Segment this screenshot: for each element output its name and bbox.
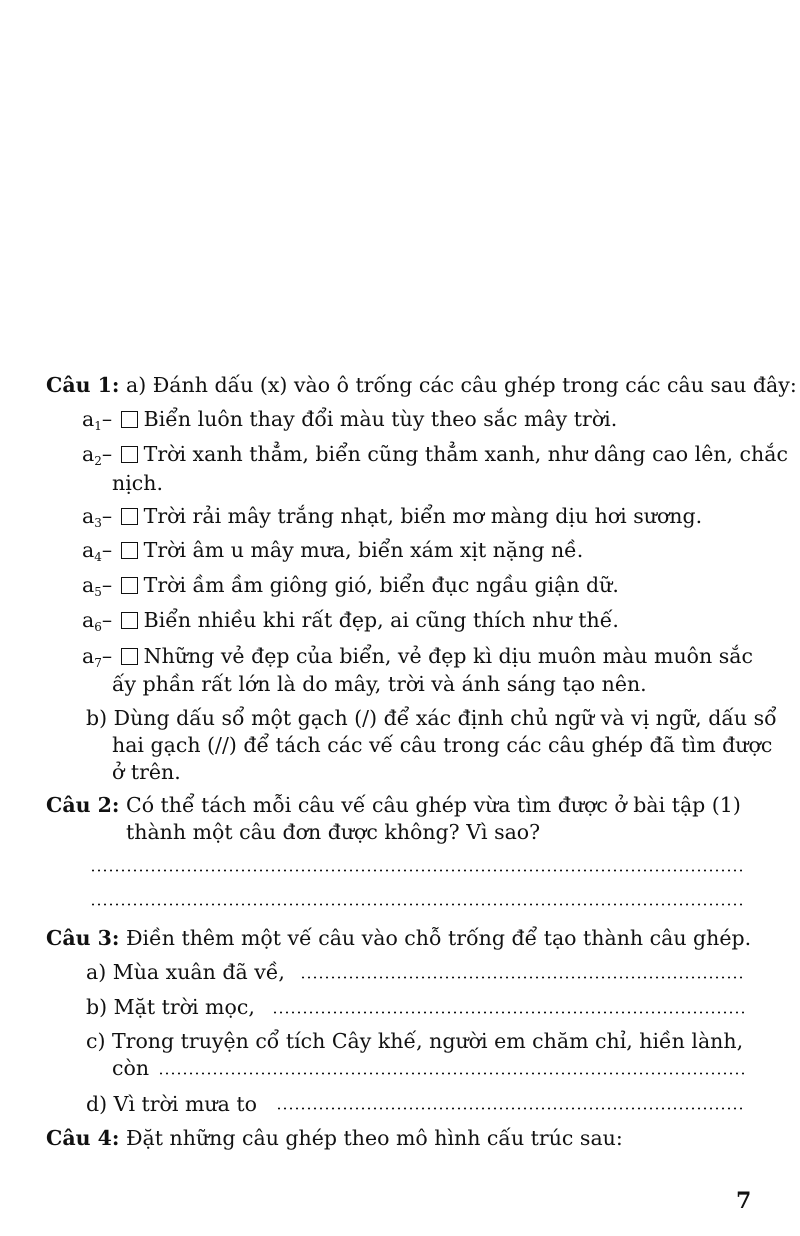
item-sub: 3 — [94, 516, 102, 530]
q1-item-a2-cont: nịch. — [112, 471, 163, 495]
checkbox-a4[interactable] — [121, 542, 138, 559]
item-sub: 2 — [94, 454, 102, 468]
checkbox-a1[interactable] — [121, 411, 138, 428]
q1-item-a4 — [82, 537, 583, 563]
item-sub: 1 — [94, 419, 102, 433]
q1-item-a7-cont: ấy phần rất lớn là do mây, trời và ánh sáng tạo nên. — [112, 672, 647, 696]
q2-label: Câu 2: — [46, 793, 120, 817]
q3-d-answer-line[interactable] — [276, 1107, 746, 1110]
item-prefix: a — [82, 644, 95, 668]
item-text: Trời ầm ầm giông gió, biển đục ngầu giận dữ. — [143, 573, 619, 597]
checkbox-a2[interactable] — [121, 446, 138, 463]
item-text: Trời rải mây trắng nhạt, biển mơ màng dịu hơi sương. — [143, 504, 703, 528]
item-dash: – — [101, 442, 113, 466]
q3-a-answer-line[interactable] — [300, 976, 746, 979]
item-prefix: a — [82, 407, 95, 431]
q4-label: Câu 4: — [46, 1126, 120, 1150]
q2-answer-line-1[interactable] — [90, 869, 746, 872]
q3-c-answer-line[interactable] — [158, 1072, 746, 1075]
q1-b-line2: hai gạch (//) để tách các vế câu trong các câu ghép đã tìm được — [112, 733, 773, 757]
item-sub: 7 — [94, 656, 102, 670]
q3-b: b) Mặt trời mọc, — [86, 995, 255, 1019]
q3-c-line2: còn — [112, 1056, 150, 1080]
q1-b-line1: b) Dùng dấu sổ một gạch (/) để xác định chủ ngữ và vị ngữ, dấu sổ — [86, 706, 777, 730]
q1-item-a2 — [82, 441, 788, 467]
q3-a: a) Mùa xuân đã về, — [86, 960, 285, 984]
q1-heading — [46, 372, 797, 398]
item-prefix: a — [82, 608, 95, 632]
q1-item-a7 — [82, 643, 753, 669]
item-prefix: a — [82, 538, 95, 562]
q3-c-line1: c) Trong truyện cổ tích Cây khế, người em chăm chỉ, hiền lành, — [86, 1029, 744, 1053]
item-sub: 4 — [94, 550, 102, 564]
checkbox-a5[interactable] — [121, 577, 138, 594]
item-dash: – — [101, 573, 113, 597]
q3-intro: Điền thêm một vế câu vào chỗ trống để tạo thành câu ghép. — [126, 926, 752, 950]
item-text: Biển nhiều khi rất đẹp, ai cũng thích như thế. — [143, 608, 619, 632]
q1-label: Câu 1: — [46, 373, 120, 397]
checkbox-a7[interactable] — [121, 648, 138, 665]
item-sub: 6 — [94, 620, 102, 634]
checkbox-a3[interactable] — [121, 508, 138, 525]
item-text: Những vẻ đẹp của biển, vẻ đẹp kì dịu muôn màu muôn sắc — [143, 644, 753, 668]
item-prefix: a — [82, 504, 95, 528]
item-dash: – — [101, 538, 113, 562]
item-text: Trời xanh thẳm, biển cũng thẳm xanh, như dâng cao lên, chắc — [143, 442, 788, 466]
q1-b-line3: ở trên. — [112, 760, 181, 784]
q1-item-a6 — [82, 607, 619, 633]
q1-a-intro: a) Đánh dấu (x) vào ô trống các câu ghép trong các câu sau đây: — [126, 373, 797, 397]
item-sub: 5 — [94, 585, 102, 599]
item-text: Biển luôn thay đổi màu tùy theo sắc mây trời. — [143, 407, 618, 431]
item-text: Trời âm u mây mưa, biển xám xịt nặng nề. — [143, 538, 584, 562]
page-number: 7 — [736, 1188, 752, 1214]
q1-item-a1 — [82, 406, 617, 432]
q1-item-a3 — [82, 503, 702, 529]
q3-b-answer-line[interactable] — [272, 1011, 746, 1014]
checkbox-a6[interactable] — [121, 612, 138, 629]
q3-label: Câu 3: — [46, 926, 120, 950]
q4-text: Đặt những câu ghép theo mô hình cấu trúc sau: — [126, 1126, 623, 1150]
q2-line2: thành một câu đơn được không? Vì sao? — [126, 820, 541, 844]
item-dash: – — [101, 608, 113, 632]
item-prefix: a — [82, 442, 95, 466]
q2-answer-line-2[interactable] — [90, 903, 746, 906]
item-prefix: a — [82, 573, 95, 597]
q3-heading — [46, 925, 751, 951]
item-dash: – — [101, 644, 113, 668]
q3-d: d) Vì trời mưa to — [86, 1092, 257, 1116]
q2-heading — [46, 792, 741, 818]
q1-item-a5 — [82, 572, 619, 598]
q2-line1: Có thể tách mỗi câu vế câu ghép vừa tìm được ở bài tập (1) — [126, 793, 741, 817]
q4-heading — [46, 1125, 623, 1151]
item-dash: – — [101, 407, 113, 431]
item-dash: – — [101, 504, 113, 528]
